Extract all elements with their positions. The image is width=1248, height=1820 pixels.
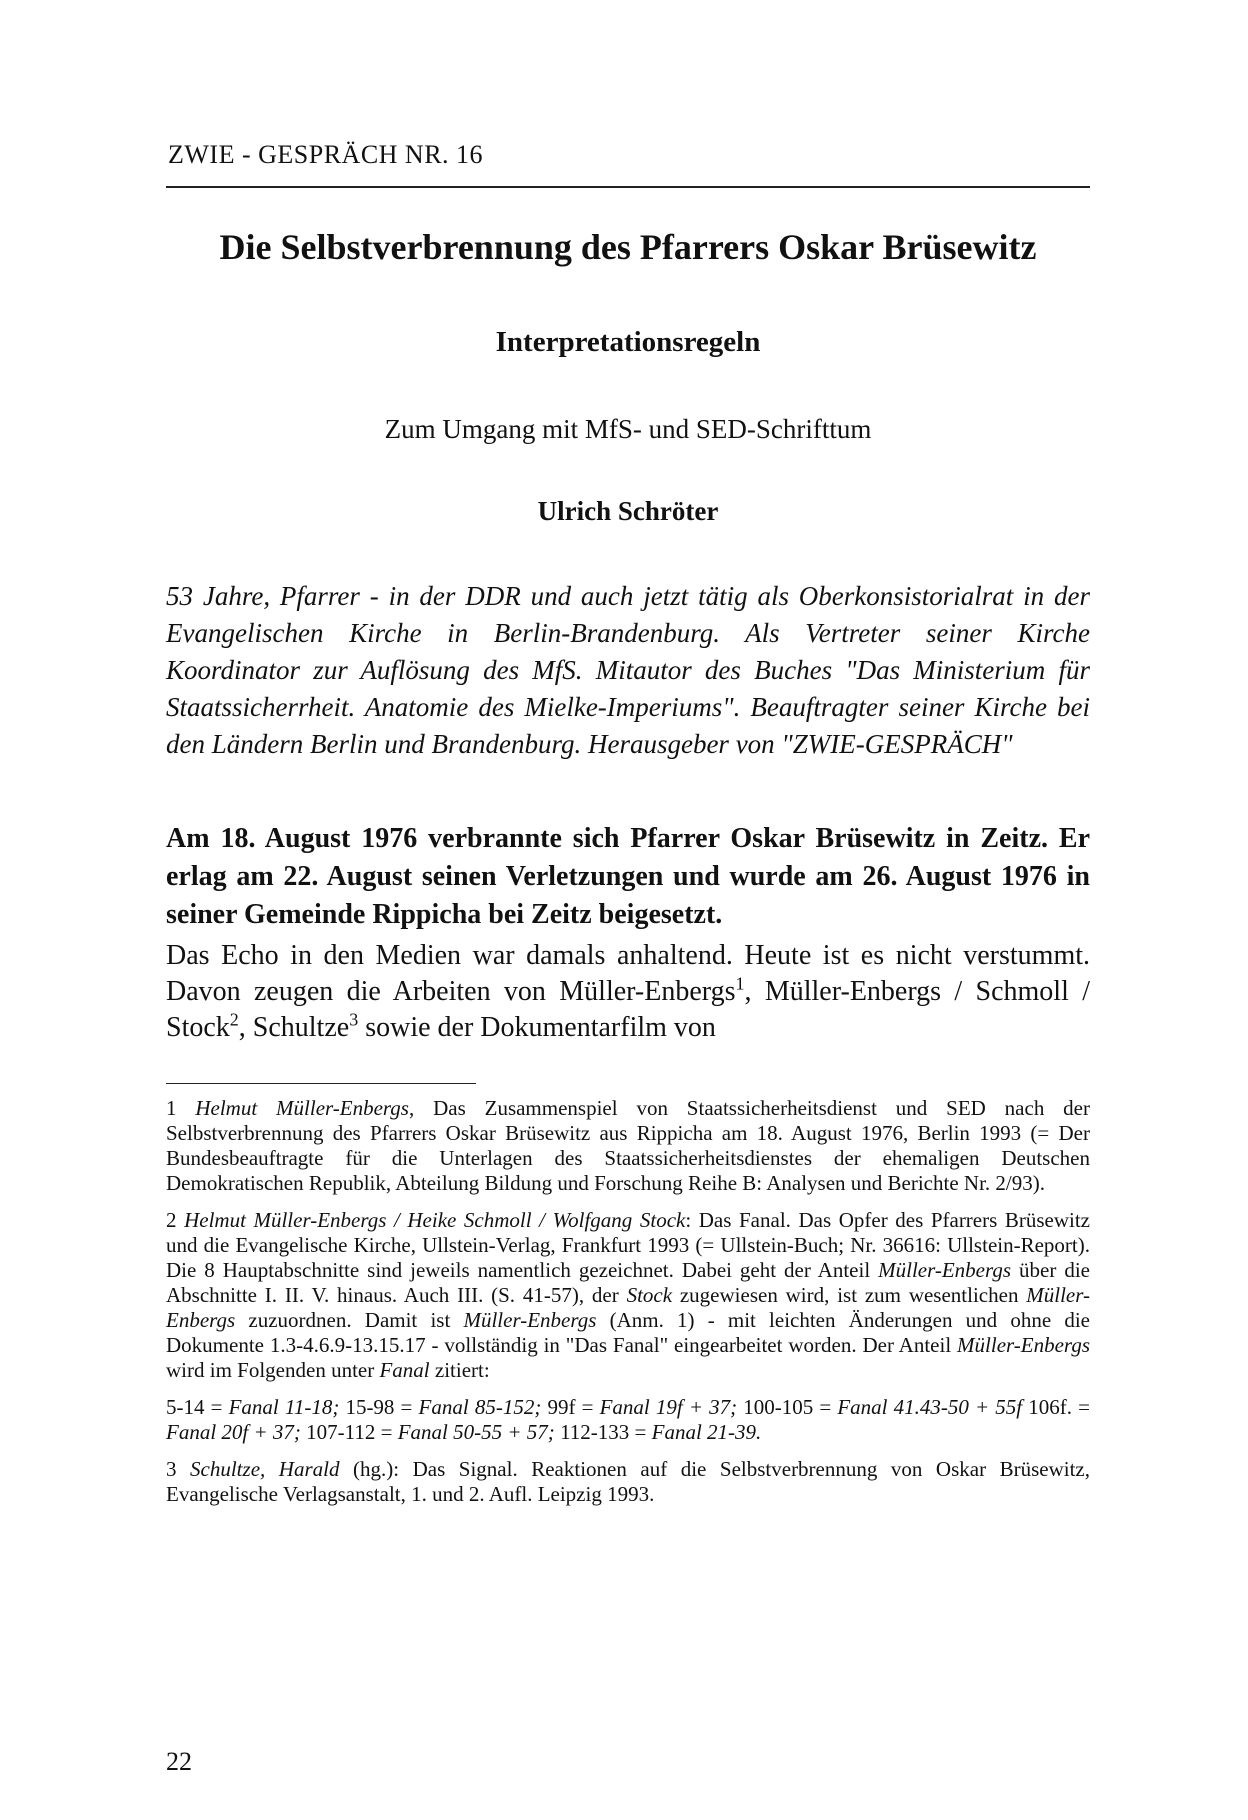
footnote-italic: Müller-Enbergs: [878, 1258, 1012, 1282]
footnote-ref-2[interactable]: 2: [229, 1009, 239, 1030]
footnote-2: [166, 1208, 1090, 1383]
running-header: ZWIE - GESPRÄCH NR. 16: [168, 140, 484, 169]
article-subheading: Zum Umgang mit MfS- und SED-Schrifttum: [384, 414, 872, 444]
footnote-text: , Das Zusammenspiel von Staatssicherheitsdienst und SED nach der Selbstverbrennung des Pfarrers Oskar Brüsewitz aus Rippicha am 18. August 1976, Berlin 1993 (= Der Bundesbeauftragte für die Unterlagen des Staatssicherheitsdienstes der ehemaligen Deutschen Demokratischen Republik, Abteilung Bildung und Forschung Reihe B: Analysen und Berichte Nr. 2/93).: [166, 1096, 1090, 1195]
article-subtitle: Interpretationsregeln: [495, 326, 761, 358]
concordance-text: 100-105 =: [737, 1395, 838, 1419]
footnote-italic: Müller-Enbergs: [166, 1283, 1090, 1332]
footnotes: [166, 1096, 1090, 1519]
footnote-italic: Müller-Enbergs: [463, 1308, 597, 1332]
footnote-text: zuzuordnen. Damit ist: [235, 1308, 464, 1332]
concordance-italic: Fanal 19f + 37;: [599, 1395, 738, 1419]
body-text-part: Das Echo in den Medien war damals anhaltend. Heute ist es nicht verstummt. Davon zeugen die Arbeiten von Müller-Enbergs: [166, 940, 1090, 1007]
page-number: 22: [166, 1747, 192, 1776]
concordance-italic: Fanal 11-18;: [228, 1395, 340, 1419]
concordance-text: 107-112 =: [300, 1420, 398, 1444]
footnote-1: [166, 1096, 1090, 1196]
footnote-authors: Helmut Müller-Enbergs / Heike Schmoll / Wolfgang Stock: [184, 1208, 686, 1232]
footnote-number: 3: [166, 1457, 177, 1481]
footnote-text: zitiert:: [429, 1358, 490, 1382]
footnote-text: zugewiesen wird, ist zum wesentlichen: [672, 1283, 1027, 1307]
footnote-text: : Das Fanal. Das Opfer des Pfarrers Brüsewitz und die Evangelische Kirche, Ullstein-Verlag, Frankfurt 1993 (= Ullstein-Buch; Nr. 36616: Ullstein-Report). Die 8 Hauptabschnitte sind jeweils namentlich gezeichnet. Dabei geht der Anteil: [166, 1208, 1091, 1282]
footnote-text: (Anm. 1) - mit leichten Änderungen und ohne die Dokumente 1.3-4.6.9-13.15.17 - vollständig in "Das Fanal" eingearbeitet worden. Der Anteil: [166, 1308, 1090, 1357]
concordance-text: 15-98 =: [339, 1395, 419, 1419]
lead-paragraph: Am 18. August 1976 verbrannte sich Pfarrer Oskar Brüsewitz in Zeitz. Er erlag am 22. August seinen Verletzungen und wurde am 26. August 1976 in seiner Gemeinde Rippicha bei Zeitz beigesetzt.: [166, 823, 1090, 930]
fanal-concordance: [166, 1395, 1090, 1445]
footnote-author: Schultze, Harald: [190, 1457, 340, 1481]
concordance-italic: Fanal 85-152;: [418, 1395, 542, 1419]
body-paragraph: [166, 938, 1090, 1046]
concordance-text: 99f =: [541, 1395, 600, 1419]
body-text-part: sowie der Dokumentarfilm von: [358, 1012, 716, 1043]
footnote-text: (hg.): Das Signal. Reaktionen auf die Selbstverbrennung von Oskar Brüsewitz, Evangelische Verlagsanstalt, 1. und 2. Aufl. Leipzig 1993.: [166, 1457, 1091, 1506]
footnote-number: 1: [166, 1096, 177, 1120]
author-bio: 53 Jahre, Pfarrer - in der DDR und auch jetzt tätig als Oberkonsistorialrat in der Evangelischen Kirche in Berlin-Brandenburg. Als Vertreter seiner Kirche Koordinator zur Auflösung des MfS. Mitautor des Buches "Das Ministerium für Staatssicherrheit. Anatomie des Mielke-Imperiums". Beauftragter seiner Kirche bei den Ländern Berlin und Brandenburg. Herausgeber von "ZWIE-GESPRÄCH": [166, 581, 1090, 759]
concordance-italic: Fanal 41.43-50 + 55f: [837, 1395, 1023, 1419]
footnote-author: Helmut Müller-Enbergs: [195, 1096, 409, 1120]
footnote-ref-3[interactable]: 3: [349, 1009, 359, 1030]
footnote-italic: Fanal: [379, 1358, 430, 1382]
concordance-italic: Fanal 21-39.: [651, 1420, 762, 1444]
footnote-italic: Müller-Enbergs: [957, 1333, 1090, 1357]
footnote-3: [166, 1457, 1090, 1507]
header-rule: [166, 186, 1090, 188]
concordance-text: 5-14 =: [166, 1395, 229, 1419]
author-name: Ulrich Schröter: [537, 496, 719, 526]
concordance-italic: Fanal 50-55 + 57;: [397, 1420, 555, 1444]
footnote-italic: Stock: [626, 1283, 673, 1307]
concordance-italic: Fanal 20f + 37;: [166, 1420, 301, 1444]
footnote-ref-1[interactable]: 1: [735, 973, 745, 994]
concordance-text: 112-133 =: [554, 1420, 652, 1444]
concordance-text: 106f. =: [1022, 1395, 1090, 1419]
body-text-part: , Müller-Enbergs / Schmoll / Stock: [166, 976, 1090, 1043]
footnote-number: 2: [166, 1208, 177, 1232]
article-title: Die Selbstverbrennung des Pfarrers Oskar Brüsewitz: [219, 227, 1037, 267]
footnote-text: über die Abschnitte I. II. V. hinaus. Auch III. (S. 41-57), der: [166, 1258, 1090, 1307]
footnote-rule: [166, 1083, 476, 1084]
body-text-part: , Schultze: [238, 1012, 350, 1043]
footnote-text: wird im Folgenden unter: [166, 1358, 380, 1382]
